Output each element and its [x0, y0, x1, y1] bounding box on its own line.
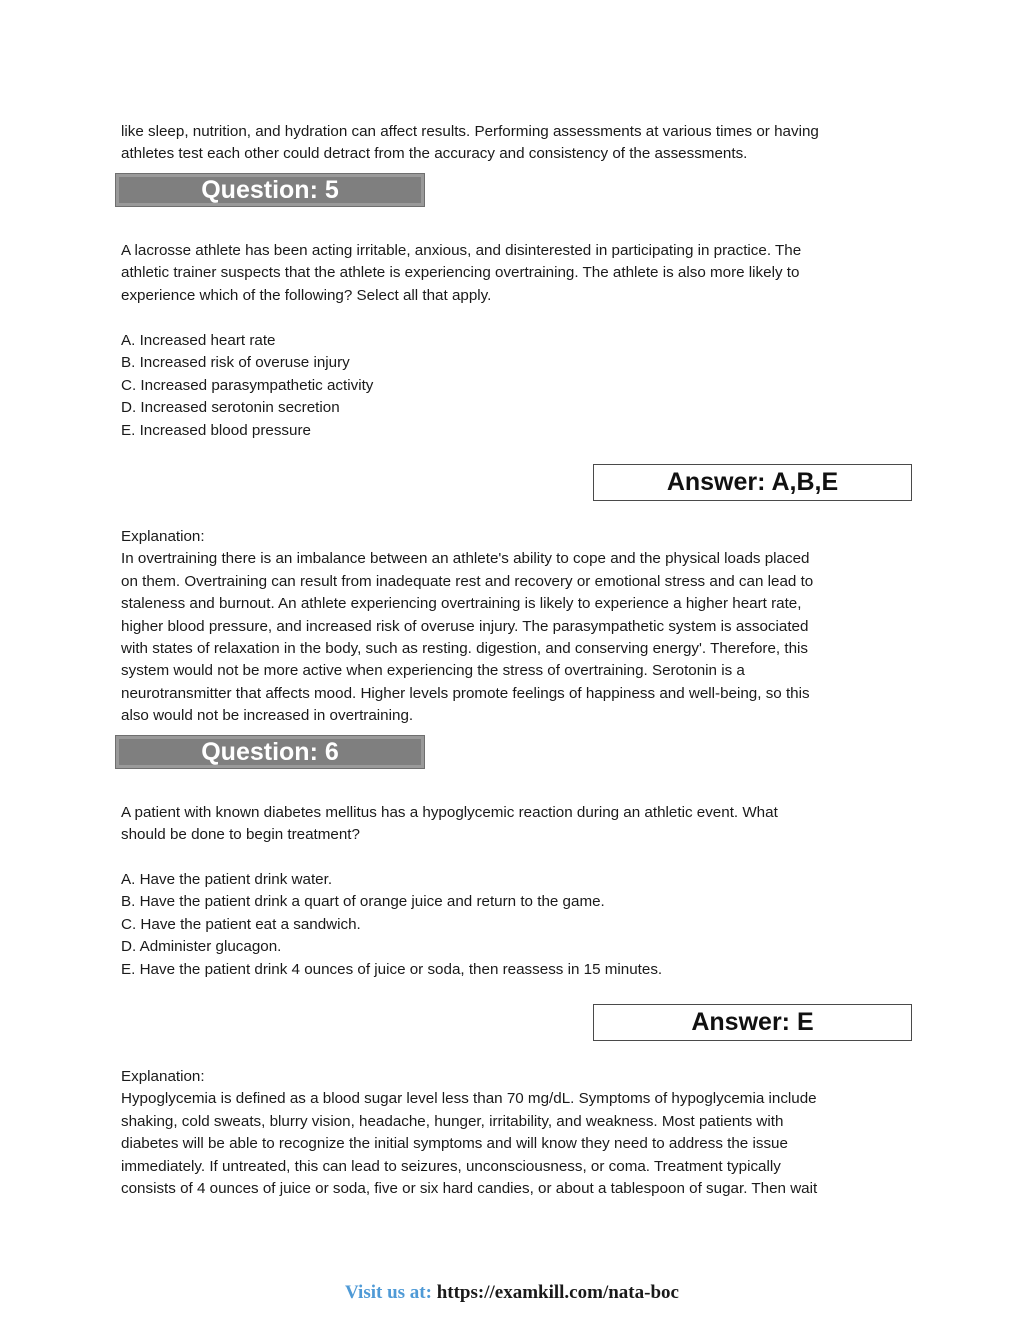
question-6-answer: Answer: E — [593, 1004, 912, 1041]
option-a: A. Have the patient drink water. — [121, 871, 333, 888]
text-line: diabetes will be able to recognize the initial symptoms and will know they need to address the issue — [121, 1135, 788, 1153]
text-line: with states of relaxation in the body, such as resting. digestion, and conserving energy'. Therefore, this — [121, 640, 809, 658]
question-6-header: Question: 6 — [115, 735, 425, 769]
option-a: A. Increased heart rate — [121, 332, 276, 349]
text-line: higher blood pressure, and increased risk of overuse injury. The parasympathetic system is associated — [121, 617, 809, 635]
text-line: neurotransmitter that affects mood. Higher levels promote feelings of happiness and well-being, so this — [121, 684, 810, 702]
text-line: also would not be increased in overtraining. — [121, 707, 414, 725]
option-b: B. Increased risk of overuse injury — [121, 354, 350, 372]
text-line: athletes test each other could detract from the accuracy and consistency of the assessments. — [121, 145, 748, 163]
text-line: shaking, cold sweats, blurry vision, headache, hunger, irritability, and weakness. Most patients with — [121, 1112, 784, 1130]
question-6-explanation — [121, 1066, 911, 1200]
question-5-options — [121, 330, 911, 442]
text-line: immediately. If untreated, this can lead to seizures, unconsciousness, or coma. Treatment typically — [121, 1157, 781, 1175]
footer-label: Visit us at: — [345, 1282, 432, 1303]
text-line: Hypoglycemia is defined as a blood sugar level less than 70 mg/dL. Symptoms of hypoglycemia include — [121, 1090, 817, 1108]
question-5-header: Question: 5 — [115, 173, 425, 207]
question-6-stem — [121, 802, 911, 847]
explanation-label: Explanation: — [121, 1068, 205, 1085]
option-d: D. Administer glucagon. — [121, 938, 282, 956]
text-line: A patient with known diabetes mellitus has a hypoglycemic reaction during an athletic event. What — [121, 804, 778, 821]
footer-link[interactable]: https://examkill.com/nata-boc — [436, 1282, 679, 1303]
question-5-explanation — [121, 526, 911, 728]
text-line: A lacrosse athlete has been acting irritable, anxious, and disinterested in participating in practice. The — [121, 242, 802, 259]
question-5-answer: Answer: A,B,E — [593, 464, 912, 501]
option-c: C. Increased parasympathetic activity — [121, 376, 374, 394]
text-line: system would not be more active when experiencing the stress of overtraining. Serotonin is a — [121, 662, 745, 680]
text-line: In overtraining there is an imbalance between an athlete's ability to cope and the physical loads placed — [121, 550, 810, 568]
intro-paragraph — [121, 121, 911, 166]
question-6-options — [121, 869, 911, 981]
option-e: E. Increased blood pressure — [121, 421, 311, 439]
option-c: C. Have the patient eat a sandwich. — [121, 915, 361, 933]
text-line: athletic trainer suspects that the athlete is experiencing overtraining. The athlete is also more likely to — [121, 264, 800, 282]
footer — [0, 1282, 1024, 1304]
text-line: consists of 4 ounces of juice or soda, five or six hard candies, or about a tablespoon of sugar. Then wait — [121, 1180, 818, 1198]
text-line: should be done to begin treatment? — [121, 826, 360, 844]
text-line: like sleep, nutrition, and hydration can affect results. Performing assessments at various times or having — [121, 123, 819, 140]
text-line: staleness and burnout. An athlete experiencing overtraining is likely to experience a higher heart rate, — [121, 595, 802, 613]
explanation-label: Explanation: — [121, 528, 205, 545]
option-d: D. Increased serotonin secretion — [121, 399, 340, 417]
text-line: experience which of the following? Select all that apply. — [121, 286, 492, 304]
text-line: on them. Overtraining can result from inadequate rest and recovery or emotional stress and can lead to — [121, 572, 814, 590]
option-b: B. Have the patient drink a quart of orange juice and return to the game. — [121, 893, 605, 911]
option-e: E. Have the patient drink 4 ounces of juice or soda, then reassess in 15 minutes. — [121, 960, 663, 978]
question-5-stem — [121, 240, 911, 307]
